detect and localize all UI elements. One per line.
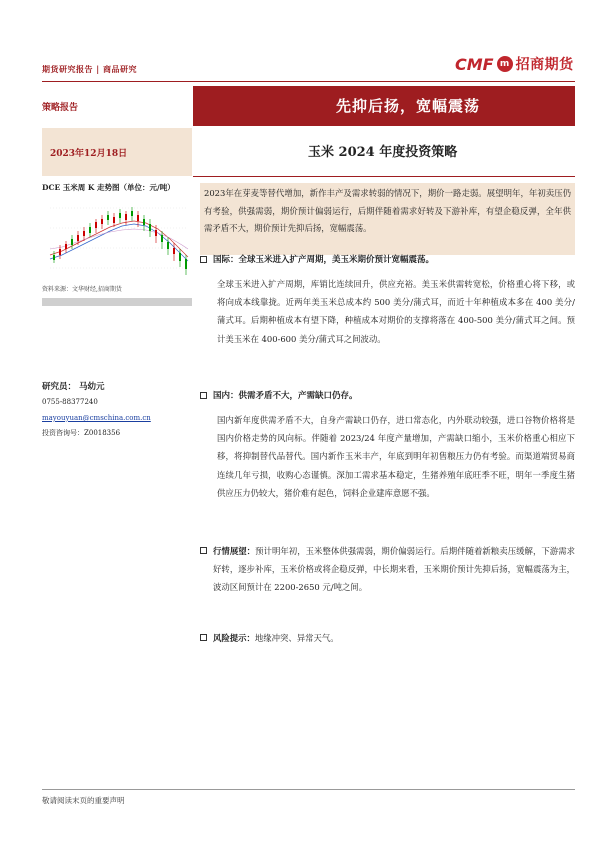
footer-disclaimer: 敬请阅读末页的重要声明 (42, 796, 125, 805)
risk-label: 风险提示： (213, 633, 255, 643)
section-body-domestic: 国内新年度供需矛盾不大，自身产需缺口仍存，进口常态化，内外联动较强，进口谷物价格将是国内价格走势的风向标。伴随着 2023/24 年度产量增加，产需缺口缩小，玉米价格重心相应下移，将抑制替代品替代。国内新作玉米丰产，年底到明年初售粮压力仍有考验。而渠道端贸易商连续几年亏损，收购心态谨慎。深加工需求基本稳定，生猪养殖年底旺季不旺，明年一季度生猪供应压力仍较大，猪价难有起色，饲料企业建库意愿不强。 (217, 415, 575, 498)
researcher-phone: 0755-88377240 (42, 398, 98, 406)
report-title: 先抑后扬，宽幅震荡 (335, 97, 480, 115)
summary-text: 2023年在芽麦等替代增加，新作丰产及需求转弱的情况下，期价一路走弱。展望明年，年初卖压仍有考验，供强需弱，期价预计偏弱运行，后期伴随着需求好转及下游补库，有望企稳反弹，全年供需矛盾不大，期价预计先抑后扬，宽幅震荡。 (204, 188, 571, 233)
report-category: 期货研究报告 | 商品研究 (42, 64, 137, 74)
section-heading-text: 国际：全球玉米进入扩产周期，美玉米期价预计宽幅震荡。 (213, 255, 435, 265)
subtitle-divider (193, 176, 575, 177)
checkbox-bullet-icon (200, 547, 207, 554)
summary-box (200, 183, 575, 255)
outlook-paragraph (200, 542, 575, 597)
weekly-k-chart-image (42, 193, 192, 281)
report-subtitle: 玉米 2024 年度投资策略 (308, 145, 458, 160)
logo-cmf: CMF (455, 54, 494, 74)
section-heading-text: 国内：供需矛盾不大，产需缺口仍存。 (213, 391, 358, 401)
risk-text: 地缘冲突、异常天气。 (254, 633, 339, 643)
chart-title: DCE 玉米周 K 走势图（单位：元/吨） (42, 183, 175, 192)
section-heading-international (200, 253, 434, 265)
chart-source: 资料来源：文华财经,招商期货 (42, 286, 122, 293)
checkbox-bullet-icon (200, 256, 207, 263)
checkbox-bullet-icon (200, 634, 207, 641)
researcher-license: 投资咨询号：Z0018356 (42, 429, 121, 437)
company-logo (455, 52, 574, 76)
report-type: 策略报告 (42, 103, 79, 113)
footer-divider (42, 789, 575, 790)
logo-company-name: 招商期货 (515, 57, 574, 73)
report-date: 2023年12月18日 (50, 149, 128, 159)
sidebar-divider (42, 298, 192, 306)
logo-mark-icon: m (497, 56, 513, 72)
outlook-text: 预计明年初，玉米整体供强需弱，期价偏弱运行。后期伴随着新粮卖压缓解，下游需求好转，逐步补库，玉米价格或将企稳反弹，中长期来看，玉米期价预计先抑后扬，宽幅震荡为主，波动区间预计在 2200-2650 元/吨之间。 (213, 546, 576, 593)
checkbox-bullet-icon (200, 392, 207, 399)
section-heading-domestic (200, 389, 358, 401)
researcher-email-link[interactable]: mayouyuan@cmschina.com.cn (42, 414, 151, 422)
researcher-name: 研究员： 马幼元 (42, 382, 105, 392)
risk-paragraph (200, 629, 575, 647)
outlook-label: 行情展望： (213, 546, 256, 556)
section-body-international: 全球玉米进入扩产周期，库销比连续回升，供应充裕。美玉米供需转宽松，价格重心将下移，或将向成本线靠拢。近两年美玉米总成本约 500 美分/蒲式耳，而近十年种植成本多在 400 美分/蒲式耳。后期种植成本有望下降，种植成本对期价的支撑将落在 400-500 美分/蒲式耳之间。预计美玉米在 400-600 美分/蒲式耳之间波动。 (217, 279, 575, 344)
header-divider (42, 81, 575, 82)
